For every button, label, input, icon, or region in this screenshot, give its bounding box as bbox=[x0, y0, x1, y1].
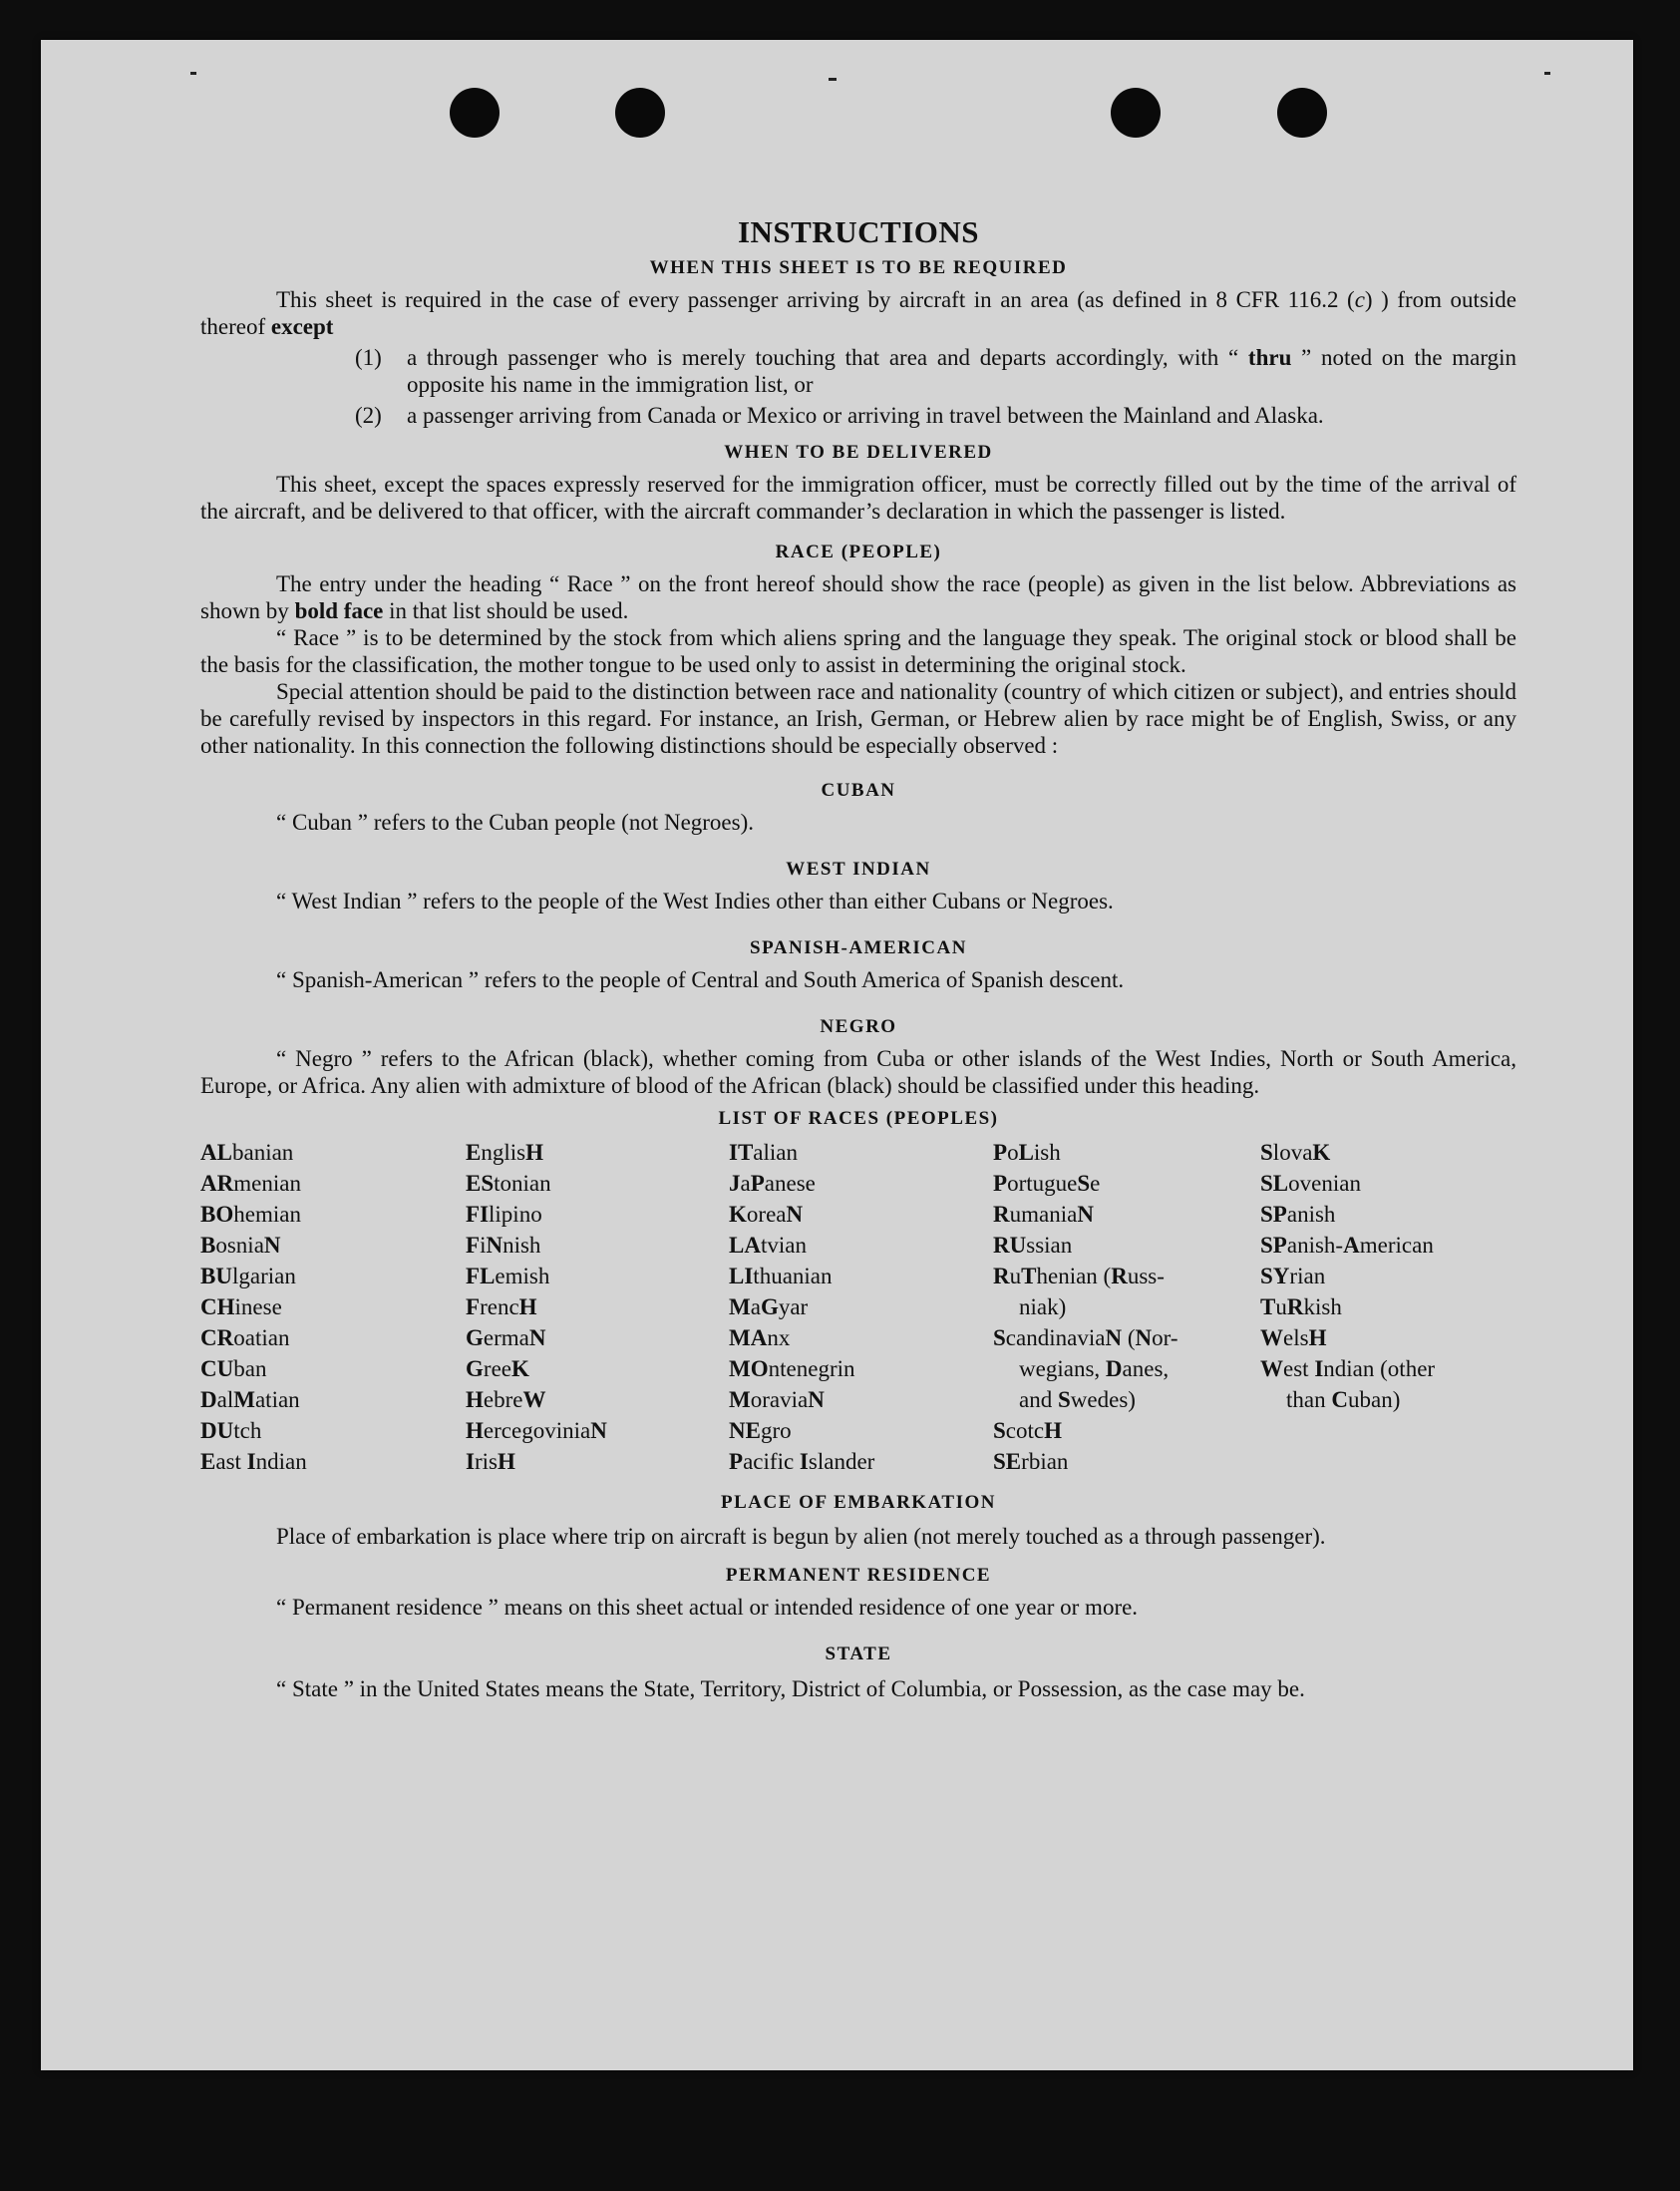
heading-race: RACE (PEOPLE) bbox=[775, 542, 942, 562]
punch-hole bbox=[1111, 88, 1161, 138]
race-entry-continued: niak) bbox=[1019, 1294, 1067, 1319]
race-entry-continued: wegians, Danes, bbox=[1019, 1356, 1170, 1381]
required-intro-text: This sheet is required in the case of every passenger arriving by aircraft in an area (as defined in 8 CFR 116.2 ( bbox=[276, 287, 1355, 312]
race-entry: EnglisH bbox=[466, 1140, 543, 1165]
race-entry: SYrian bbox=[1260, 1264, 1326, 1288]
race-entry: ARmenian bbox=[200, 1171, 301, 1196]
heading-negro: NEGRO bbox=[820, 1016, 897, 1037]
speck bbox=[190, 72, 196, 75]
race-entry: CRoatian bbox=[200, 1325, 290, 1350]
race-entry: ScandinaviaN (Nor- bbox=[993, 1325, 1178, 1350]
race-entry: DalMatian bbox=[200, 1387, 300, 1412]
race-entry: FrencH bbox=[466, 1294, 537, 1319]
race-entry: BOhemian bbox=[200, 1202, 301, 1227]
race-entry: SPanish-American bbox=[1260, 1233, 1434, 1258]
race-entry: GermaN bbox=[466, 1325, 546, 1350]
race-entry: FIlipino bbox=[466, 1202, 542, 1227]
race-entry: RUssian bbox=[993, 1233, 1073, 1258]
race-entry: RuThenian (Russ- bbox=[993, 1264, 1165, 1288]
exception-item-1 bbox=[355, 344, 1516, 398]
required-intro bbox=[200, 286, 1516, 340]
race-entry: MaGyar bbox=[729, 1294, 809, 1319]
punch-hole bbox=[1277, 88, 1327, 138]
race-entry: BosniaN bbox=[200, 1233, 281, 1258]
race-entry: ScotcH bbox=[993, 1418, 1063, 1443]
heading-delivered: WHEN TO BE DELIVERED bbox=[724, 442, 993, 463]
race-entry: WelsH bbox=[1260, 1325, 1327, 1350]
cuban-text: “ Cuban ” refers to the Cuban people (not Negroes). bbox=[276, 810, 755, 835]
race-entry: SPanish bbox=[1260, 1202, 1336, 1227]
race-entry: EStonian bbox=[466, 1171, 551, 1196]
race-column-4 bbox=[993, 1137, 1260, 1477]
race-column-1 bbox=[200, 1137, 466, 1477]
item1-text-a: a through passenger who is merely touching that area and departs accordingly, with “ bbox=[407, 345, 1248, 370]
race-entry: MAnx bbox=[729, 1325, 791, 1350]
race-entry: East Indian bbox=[200, 1449, 307, 1474]
race-entry: BUlgarian bbox=[200, 1264, 296, 1288]
item-number: (1) bbox=[355, 345, 382, 370]
heading-west-indian: WEST INDIAN bbox=[786, 859, 931, 880]
item-text: a passenger arriving from Canada or Mexico or arriving in travel between the Mainland and Alaska. bbox=[407, 403, 1324, 428]
heading-state: STATE bbox=[825, 1643, 892, 1664]
instructions-content bbox=[200, 214, 1516, 1705]
negro-text: “ Negro ” refers to the African (black), whether coming from Cuba or other islands of the West Indies, North or South America, Europe, or Africa. Any alien with admixture of blood of the African (black) should be classified under this heading. bbox=[200, 1046, 1516, 1098]
race-entry: HebreW bbox=[466, 1387, 546, 1412]
race-list bbox=[200, 1137, 1516, 1477]
race-column-5 bbox=[1260, 1137, 1516, 1477]
item-number: (2) bbox=[355, 403, 382, 428]
race-column-3 bbox=[729, 1137, 993, 1477]
race-entry: ALbanian bbox=[200, 1140, 294, 1165]
race-entry: GreeK bbox=[466, 1356, 529, 1381]
speck bbox=[1544, 72, 1550, 75]
race-entry: TuRkish bbox=[1260, 1294, 1342, 1319]
item1-text-b: ” noted on the margin opposite his name in the immigration list, or bbox=[407, 345, 1517, 397]
punch-hole bbox=[615, 88, 665, 138]
heading-list-of-races: LIST OF RACES (PEOPLES) bbox=[718, 1108, 999, 1129]
heading-cuban: CUBAN bbox=[821, 780, 896, 801]
race-entry: PortugueSe bbox=[993, 1171, 1101, 1196]
delivered-text: This sheet, except the spaces expressly reserved for the immigration officer, must be correctly filled out by the time of the arrival of the aircraft, and be delivered to that officer, with the aircraft commander’s declaration in which the passenger is listed. bbox=[200, 472, 1516, 524]
race-entry: Pacific Islander bbox=[729, 1449, 875, 1474]
speck bbox=[829, 78, 837, 81]
race-entry: SlovaK bbox=[1260, 1140, 1331, 1165]
race-column-2 bbox=[466, 1137, 729, 1477]
race-entry: West Indian (other bbox=[1260, 1356, 1436, 1381]
race-entry: FLemish bbox=[466, 1264, 550, 1288]
race-p1-text-2: in that list should be used. bbox=[383, 598, 629, 623]
state-text: “ State ” in the United States means the State, Territory, District of Columbia, or Possession, as the case may be. bbox=[276, 1676, 1305, 1701]
race-entry: ITalian bbox=[729, 1140, 799, 1165]
race-entry: NEgro bbox=[729, 1418, 792, 1443]
race-entry: DUtch bbox=[200, 1418, 262, 1443]
heading-spanish-american: SPANISH-AMERICAN bbox=[750, 937, 967, 958]
race-entry: LIthuanian bbox=[729, 1264, 833, 1288]
item1-thru: thru bbox=[1247, 345, 1292, 370]
item-text bbox=[407, 344, 1516, 398]
race-entry: SErbian bbox=[993, 1449, 1069, 1474]
race-entry: JaPanese bbox=[729, 1171, 816, 1196]
race-entry: CUban bbox=[200, 1356, 267, 1381]
race-entry: LAtvian bbox=[729, 1233, 807, 1258]
race-entry: CHinese bbox=[200, 1294, 282, 1319]
race-paragraph-2: “ Race ” is to be determined by the stock from which aliens spring and the language they speak. The original stock or blood shall be the basis for the classification, the mother tongue to be used only to assist in determining the original stock. bbox=[200, 625, 1516, 677]
exception-item-2 bbox=[355, 402, 1516, 429]
embarkation-text: Place of embarkation is place where trip on aircraft is begun by alien (not merely touched as a through passenger). bbox=[276, 1524, 1326, 1549]
west-indian-text: “ West Indian ” refers to the people of the West Indies other than either Cubans or Negroes. bbox=[276, 889, 1114, 913]
race-entry: IrisH bbox=[466, 1449, 515, 1474]
race-entry: RumaniaN bbox=[993, 1202, 1094, 1227]
residence-text: “ Permanent residence ” means on this sheet actual or intended residence of one year or more. bbox=[276, 1595, 1139, 1620]
race-paragraph-1 bbox=[200, 570, 1516, 624]
race-entry: MoraviaN bbox=[729, 1387, 825, 1412]
heading-required: WHEN THIS SHEET IS TO BE REQUIRED bbox=[649, 257, 1068, 278]
page-title: INSTRUCTIONS bbox=[737, 214, 979, 249]
spanish-american-text: “ Spanish-American ” refers to the people of Central and South America of Spanish descent. bbox=[276, 967, 1125, 992]
required-intro-c: c bbox=[1354, 287, 1365, 312]
race-entry: SLovenian bbox=[1260, 1171, 1361, 1196]
race-entry: MOntenegrin bbox=[729, 1356, 855, 1381]
race-p1-text: The entry under the heading “ Race ” on the front hereof should show the race (people) as given in the list below. Abbreviations as shown by bbox=[200, 571, 1516, 623]
race-p1-bold: bold face bbox=[294, 598, 384, 623]
punch-hole bbox=[450, 88, 500, 138]
race-entry: FiNnish bbox=[466, 1233, 541, 1258]
race-paragraph-3: Special attention should be paid to the distinction between race and nationality (country of which citizen or subject), and entries should be carefully revised by inspectors in this regard. For instance, an Irish, German, or Hebrew alien by race might be of English, Swiss, or any other nationality. In this connection the following distinctions should be especially observed : bbox=[200, 679, 1516, 758]
heading-residence: PERMANENT RESIDENCE bbox=[725, 1565, 992, 1586]
race-entry-continued: and Swedes) bbox=[1019, 1387, 1136, 1412]
document-page bbox=[41, 40, 1633, 2070]
race-entry: KoreaN bbox=[729, 1202, 804, 1227]
race-entry: PoLish bbox=[993, 1140, 1061, 1165]
required-intro-text-2: ) ) from outside thereof bbox=[200, 287, 1516, 339]
race-entry-continued: than Cuban) bbox=[1286, 1387, 1401, 1412]
race-entry: HercegoviniaN bbox=[466, 1418, 607, 1443]
heading-embarkation: PLACE OF EMBARKATION bbox=[721, 1492, 996, 1513]
required-intro-except: except bbox=[270, 314, 334, 339]
